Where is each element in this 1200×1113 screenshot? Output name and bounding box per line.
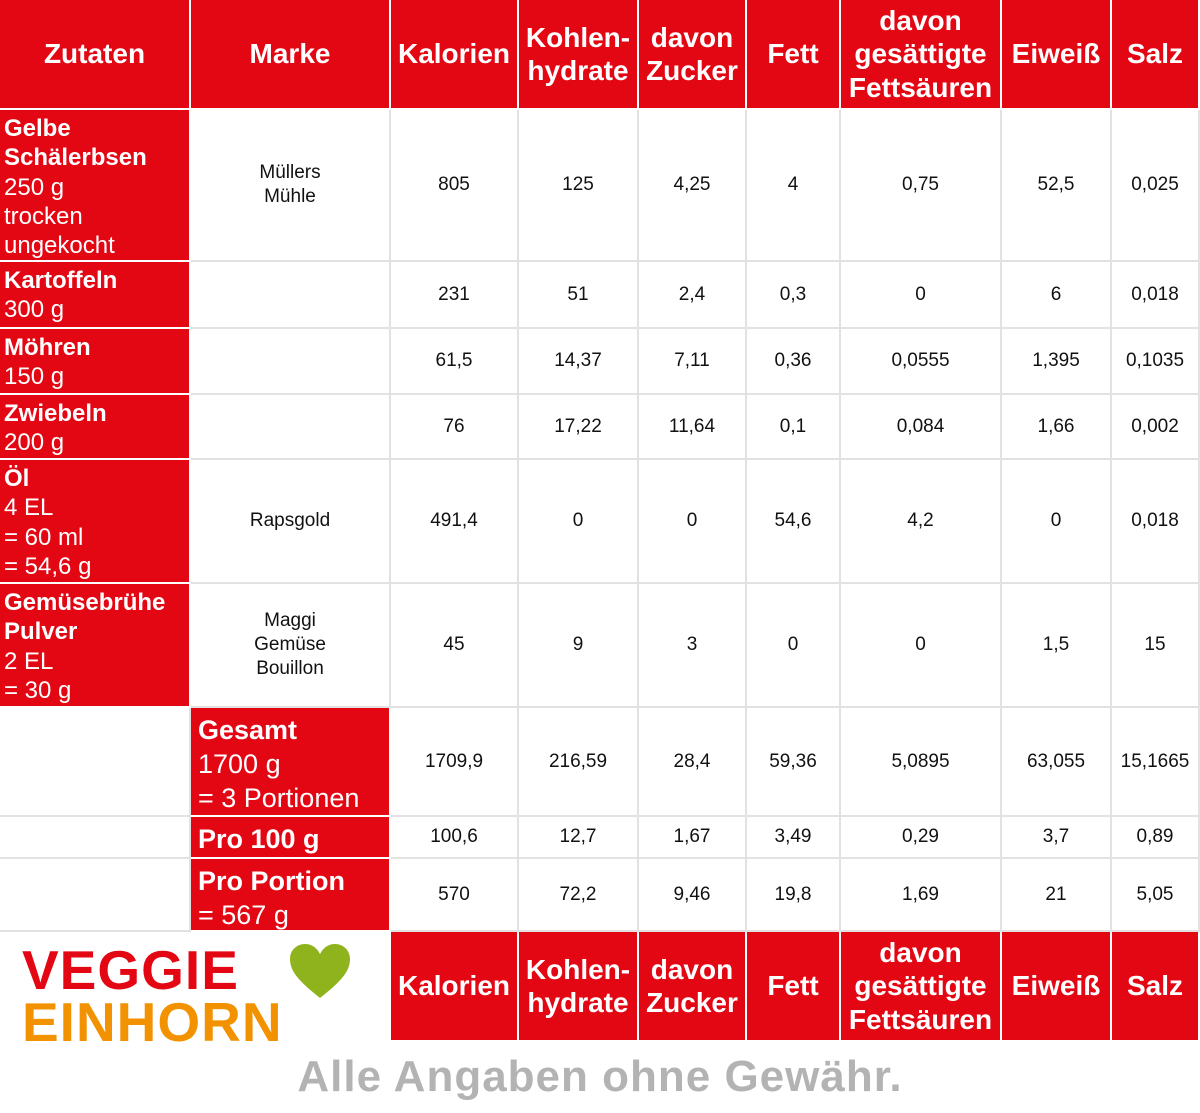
value-cell: 0,1 bbox=[747, 395, 841, 460]
value-cell: 0,025 bbox=[1112, 110, 1200, 262]
total-value-cell: 12,7 bbox=[519, 817, 639, 859]
total-value-cell: 216,59 bbox=[519, 708, 639, 817]
total-value-cell: 72,2 bbox=[519, 859, 639, 932]
value-cell: 0,018 bbox=[1112, 460, 1200, 584]
value-cell: 0 bbox=[841, 262, 1002, 329]
logo-line-veggie: VEGGIE bbox=[22, 939, 239, 1001]
brand-cell: Rapsgold bbox=[191, 460, 391, 584]
total-value-cell: 0,89 bbox=[1112, 817, 1200, 859]
footer-header-nutrient: davon gesättigte Fettsäuren bbox=[841, 932, 1002, 1042]
value-cell: 0,36 bbox=[747, 329, 841, 395]
heart-icon bbox=[288, 942, 352, 1000]
total-label bbox=[191, 817, 391, 859]
empty-cell bbox=[0, 859, 191, 932]
brand-cell bbox=[191, 262, 391, 329]
ingredient-amount: 300 g bbox=[4, 296, 65, 324]
brand-cell: Müllers Mühle bbox=[191, 110, 391, 262]
ingredient-label bbox=[0, 262, 191, 329]
brand-cell bbox=[191, 329, 391, 395]
value-cell: 125 bbox=[519, 110, 639, 262]
value-cell: 0 bbox=[1002, 460, 1112, 584]
total-value-cell: 28,4 bbox=[639, 708, 747, 817]
total-value-cell: 63,055 bbox=[1002, 708, 1112, 817]
ingredient-amount: 150 g bbox=[4, 363, 65, 391]
ingredient-name: Möhren bbox=[4, 334, 91, 361]
header-marke: Marke bbox=[191, 0, 391, 110]
header-nutrient: Kalorien bbox=[391, 0, 519, 110]
empty-cell bbox=[0, 817, 191, 859]
footer-header-nutrient: Kohlen- hydrate bbox=[519, 932, 639, 1042]
value-cell: 15 bbox=[1112, 584, 1200, 708]
value-cell: 9 bbox=[519, 584, 639, 708]
ingredient-name: Kartoffeln bbox=[4, 267, 118, 294]
ingredient-name: Öl bbox=[4, 465, 30, 492]
ingredient-amount: 250 g trocken ungekocht bbox=[4, 173, 115, 260]
total-value-cell: 3,7 bbox=[1002, 817, 1112, 859]
value-cell: 0 bbox=[841, 584, 1002, 708]
total-value-cell: 59,36 bbox=[747, 708, 841, 817]
value-cell: 1,5 bbox=[1002, 584, 1112, 708]
header-nutrient: Fett bbox=[747, 0, 841, 110]
ingredient-amount: 200 g bbox=[4, 429, 65, 457]
value-cell: 0,1035 bbox=[1112, 329, 1200, 395]
ingredient-label bbox=[0, 460, 191, 584]
value-cell: 3 bbox=[639, 584, 747, 708]
footer-header-nutrient: Kalorien bbox=[391, 932, 519, 1042]
total-value-cell: 0,29 bbox=[841, 817, 1002, 859]
value-cell: 0 bbox=[747, 584, 841, 708]
value-cell: 45 bbox=[391, 584, 519, 708]
value-cell: 76 bbox=[391, 395, 519, 460]
value-cell: 14,37 bbox=[519, 329, 639, 395]
value-cell: 4,2 bbox=[841, 460, 1002, 584]
disclaimer-text: Alle Angaben ohne Gewähr. bbox=[297, 1052, 903, 1101]
footer-header-nutrient: davon Zucker bbox=[639, 932, 747, 1042]
logo-line-einhorn: EINHORN bbox=[22, 991, 283, 1053]
value-cell: 1,395 bbox=[1002, 329, 1112, 395]
value-cell: 805 bbox=[391, 110, 519, 262]
value-cell: 11,64 bbox=[639, 395, 747, 460]
value-cell: 0,084 bbox=[841, 395, 1002, 460]
value-cell: 0,018 bbox=[1112, 262, 1200, 329]
value-cell: 231 bbox=[391, 262, 519, 329]
total-value-cell: 21 bbox=[1002, 859, 1112, 932]
total-value-cell: 3,49 bbox=[747, 817, 841, 859]
total-value-cell: 19,8 bbox=[747, 859, 841, 932]
header-nutrient: davon Zucker bbox=[639, 0, 747, 110]
total-label bbox=[191, 708, 391, 817]
value-cell: 4 bbox=[747, 110, 841, 262]
value-cell: 0,002 bbox=[1112, 395, 1200, 460]
brand-cell bbox=[191, 395, 391, 460]
total-amount: 1700 g = 3 Portionen bbox=[198, 748, 360, 813]
total-value-cell: 9,46 bbox=[639, 859, 747, 932]
total-name: Pro 100 g bbox=[198, 824, 320, 854]
value-cell: 0 bbox=[519, 460, 639, 584]
value-cell: 7,11 bbox=[639, 329, 747, 395]
value-cell: 17,22 bbox=[519, 395, 639, 460]
footer-header-nutrient: Eiweiß bbox=[1002, 932, 1112, 1042]
value-cell: 51 bbox=[519, 262, 639, 329]
brand-cell: Maggi Gemüse Bouillon bbox=[191, 584, 391, 708]
ingredient-amount: 4 EL = 60 ml = 54,6 g bbox=[4, 494, 92, 580]
ingredient-name: Gelbe Schälerbsen bbox=[4, 115, 147, 172]
total-value-cell: 1,69 bbox=[841, 859, 1002, 932]
total-value-cell: 5,05 bbox=[1112, 859, 1200, 932]
value-cell: 2,4 bbox=[639, 262, 747, 329]
ingredient-name: Gemüsebrühe Pulver bbox=[4, 589, 166, 646]
total-label bbox=[191, 859, 391, 932]
value-cell: 6 bbox=[1002, 262, 1112, 329]
header-nutrient: Kohlen- hydrate bbox=[519, 0, 639, 110]
empty-cell bbox=[0, 708, 191, 817]
value-cell: 0 bbox=[639, 460, 747, 584]
total-value-cell: 5,0895 bbox=[841, 708, 1002, 817]
total-value-cell: 570 bbox=[391, 859, 519, 932]
ingredient-label bbox=[0, 110, 191, 262]
ingredient-label bbox=[0, 395, 191, 460]
header-nutrient: Eiweiß bbox=[1002, 0, 1112, 110]
ingredient-amount: 2 EL = 30 g bbox=[4, 647, 72, 704]
footer-header-nutrient: Fett bbox=[747, 932, 841, 1042]
value-cell: 4,25 bbox=[639, 110, 747, 262]
veggie-einhorn-logo bbox=[22, 939, 382, 1053]
value-cell: 52,5 bbox=[1002, 110, 1112, 262]
total-value-cell: 15,1665 bbox=[1112, 708, 1200, 817]
value-cell: 1,66 bbox=[1002, 395, 1112, 460]
value-cell: 491,4 bbox=[391, 460, 519, 584]
header-zutaten: Zutaten bbox=[0, 0, 191, 110]
value-cell: 61,5 bbox=[391, 329, 519, 395]
value-cell: 0,75 bbox=[841, 110, 1002, 262]
total-value-cell: 100,6 bbox=[391, 817, 519, 859]
ingredient-name: Zwiebeln bbox=[4, 400, 107, 427]
value-cell: 0,3 bbox=[747, 262, 841, 329]
value-cell: 54,6 bbox=[747, 460, 841, 584]
total-amount: = 567 g bbox=[198, 899, 289, 930]
footer-header-nutrient: Salz bbox=[1112, 932, 1200, 1042]
ingredient-label bbox=[0, 329, 191, 395]
total-name: Gesamt bbox=[198, 715, 298, 745]
total-name: Pro Portion bbox=[198, 866, 345, 896]
total-value-cell: 1709,9 bbox=[391, 708, 519, 817]
header-nutrient: davon gesättigte Fettsäuren bbox=[841, 0, 1002, 110]
value-cell: 0,0555 bbox=[841, 329, 1002, 395]
total-value-cell: 1,67 bbox=[639, 817, 747, 859]
header-nutrient: Salz bbox=[1112, 0, 1200, 110]
ingredient-label bbox=[0, 584, 191, 708]
